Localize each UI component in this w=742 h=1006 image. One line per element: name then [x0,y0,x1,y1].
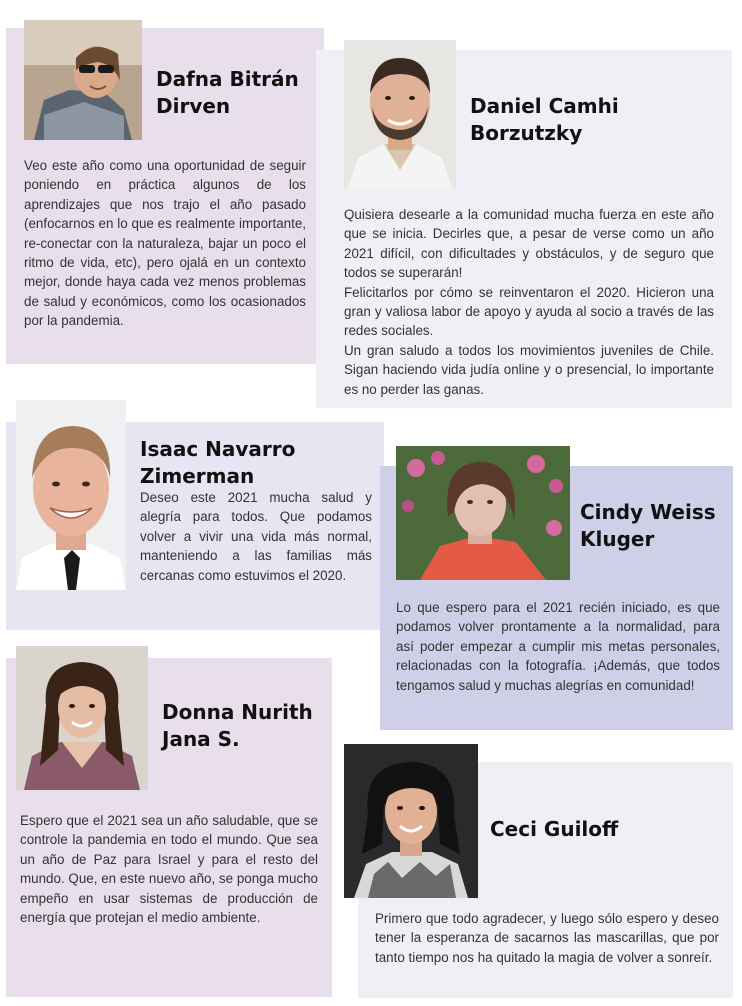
name-cindy-weiss: Cindy Weiss Kluger [580,500,716,551]
photo-ceci-guiloff [344,744,478,898]
photo-dafna-bitran [24,20,142,140]
name-ceci-guiloff: Ceci Guiloff [490,817,619,841]
quote-daniel-camhi [344,205,714,399]
photo-cindy-weiss [396,446,570,580]
quote-daniel-paragraph-1: Quisiera desearle a la comunidad mucha fuerza en este año que se inicia. Decirles que, a pesar de verse como un año 2021 difícil, con dificultades y obstáculos, y de seguro que todos se superarán! [344,207,714,281]
quote-isaac-navarro: Deseo este 2021 mucha salud y alegría para todos. Que podamos volver a vivir una vida más normal, manteniendo a las familias más cercanas como estuvimos el 2020. [140,490,372,583]
quote-dafna-bitran: Veo este año como una oportunidad de seguir poniendo en práctica algunos de los aprendizajes que nos trajo el año pasado (enfocarnos en lo que es realmente importante, re-conectar con la naturaleza, bajar un poco el ritmo de vida, etc), pero ojalá en un contexto mejor, donde haya cada vez menos problemas de salud y económicos, como los ocasionados por la pandemia. [24,158,306,329]
name-daniel-camhi: Daniel Camhi Borzutzky [470,94,619,145]
photo-daniel-camhi [344,40,456,188]
name-isaac-navarro: Isaac Navarro Zimerman [140,437,296,488]
quote-daniel-paragraph-2: Felicitarlos por cómo se reinventaron el 2020. Hicieron una gran y valiosa labor de apoyo y ayuda al socio a través de las redes sociales. [344,284,714,339]
photo-donna-nurith [16,646,148,790]
name-dafna-bitran: Dafna Bitrán Dirven [156,67,299,118]
name-donna-nurith: Donna Nurith Jana S. [162,700,313,751]
photo-isaac-navarro [16,400,126,590]
quote-daniel-paragraph-3: Un gran saludo a todos los movimientos juveniles de Chile. Sigan haciendo vida judía online y o presencial, lo importante es no perder las ganas. [344,342,714,397]
quote-cindy-weiss: Lo que espero para el 2021 recién iniciado, es que podamos volver prontamente a la normalidad, para así poder empezar a cumplir mis metas personales, relacionadas con la fotografía. ¡Además, que todos tengamos salud y muchas alegrías en comunidad! [396,600,720,693]
quote-donna-nurith: Espero que el 2021 sea un año saludable, que se controle la pandemia en todo el mundo. Que sea un año de Paz para Israel y para el resto del mundo. Que, en este nuevo año, se ponga mucho empeño en usar sistemas de producción de energía que protejan el medio ambiente. [20,813,318,926]
quote-ceci-guiloff: Primero que todo agradecer, y luego sólo espero y deseo tener la esperanza de sacarnos las mascarillas, que por tanto tiempo nos ha quitado la magia de volver a sonreír. [375,911,719,965]
